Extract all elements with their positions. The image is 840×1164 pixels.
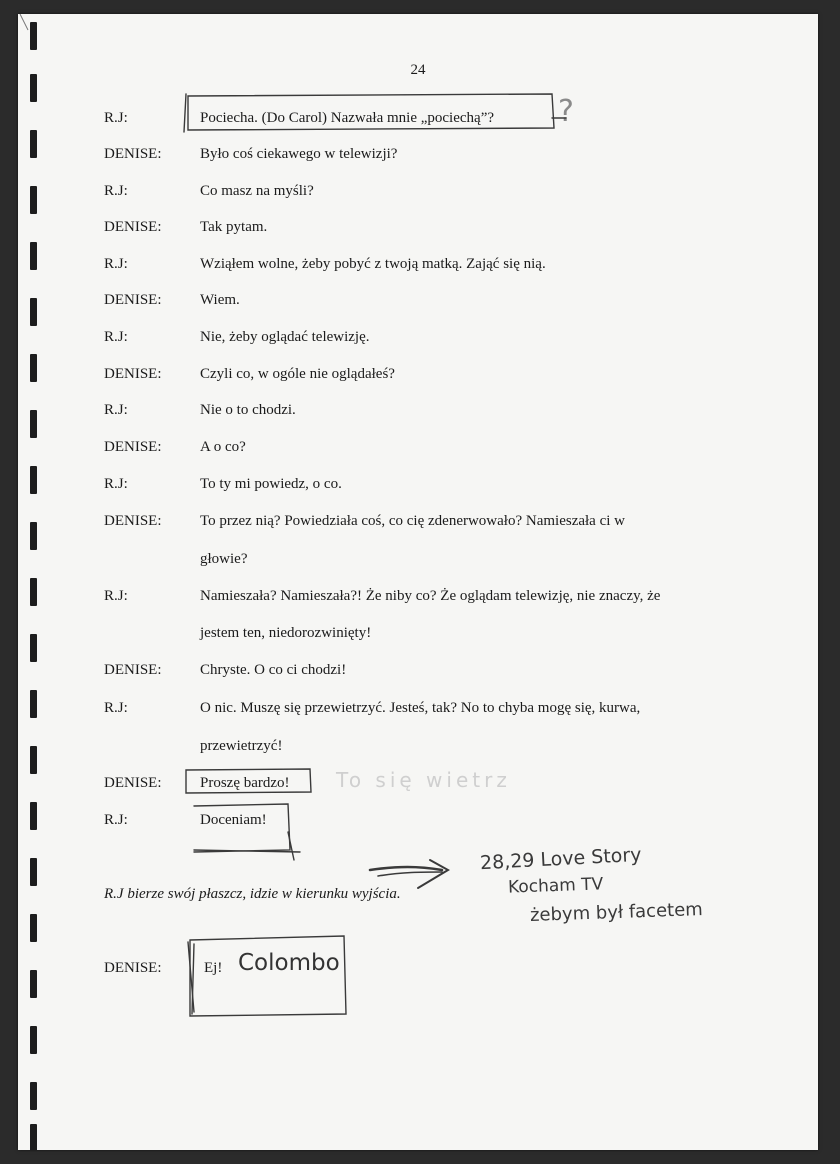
speaker-label: R.J: [104, 588, 128, 604]
script-page [18, 14, 818, 1150]
speaker-label: R.J: [104, 812, 128, 828]
speaker-label: DENISE: [104, 513, 162, 529]
speaker-label: DENISE: [104, 439, 162, 455]
speaker-label: R.J: [104, 476, 128, 492]
speaker-label: R.J: [104, 183, 128, 199]
line-text: Nie, żeby oglądać telewizję. [200, 329, 370, 345]
speaker-label: DENISE: [104, 775, 162, 791]
speaker-label: DENISE: [104, 662, 162, 678]
speaker-label: DENISE: [104, 219, 162, 235]
speaker-label: DENISE: [104, 960, 162, 976]
line-text: Chryste. O co ci chodzi! [200, 662, 347, 678]
speaker-label: R.J: [104, 110, 128, 126]
line-text: głowie? [200, 551, 248, 567]
line-text: Czyli co, w ogóle nie oglądałeś? [200, 366, 395, 382]
line-text: Wiem. [200, 292, 240, 308]
line-text: jestem ten, niedorozwinięty! [200, 625, 372, 641]
line-text: O nic. Muszę się przewietrzyć. Jesteś, tak? No to chyba mogę się, kurwa, [200, 700, 641, 716]
speaker-label: R.J: [104, 256, 128, 272]
handwritten-question-mark: ? [558, 94, 574, 129]
line-text: Tak pytam. [200, 219, 268, 235]
line-text: To ty mi powiedz, o co. [200, 476, 342, 492]
speaker-label: DENISE: [104, 366, 162, 382]
handwritten-note: żebym był facetem [529, 898, 704, 927]
pen-marks [18, 14, 818, 1150]
line-text: Namieszała? Namieszała?! Że niby co? Że oglądam telewizję, nie znaczy, że [200, 588, 661, 604]
handwritten-note: 28,29 Love Story [479, 843, 642, 875]
line-text: Proszę bardzo! [200, 775, 290, 791]
line-text: przewietrzyć! [200, 738, 283, 754]
speaker-label: DENISE: [104, 292, 162, 308]
speaker-label: R.J: [104, 329, 128, 345]
page-number: 24 [410, 62, 426, 78]
speaker-label: R.J: [104, 700, 128, 716]
line-text: Ej! [204, 960, 223, 976]
line-text: Nie o to chodzi. [200, 402, 296, 418]
line-text: Wziąłem wolne, żeby pobyć z twoją matką. Zająć się nią. [200, 256, 546, 272]
line-text: A o co? [200, 439, 246, 455]
stage-direction: R.J bierze swój płaszcz, idzie w kierunku wyjścia. [104, 886, 401, 902]
handwritten-note: Kocham TV [507, 874, 604, 898]
faint-pencil-note: To się wietrz [336, 768, 511, 792]
line-text: Było coś ciekawego w telewizji? [200, 146, 398, 162]
line-text: Doceniam! [200, 812, 267, 828]
line-text: Pociecha. (Do Carol) Nazwała mnie „pociechą”? [200, 110, 495, 126]
speaker-label: R.J: [104, 402, 128, 418]
line-text: To przez nią? Powiedziała coś, co cię zdenerwowało? Namieszała ci w [200, 513, 625, 529]
handwritten-word: Colombo [238, 950, 340, 976]
speaker-label: DENISE: [104, 146, 162, 162]
line-text: Co masz na myśli? [200, 183, 314, 199]
